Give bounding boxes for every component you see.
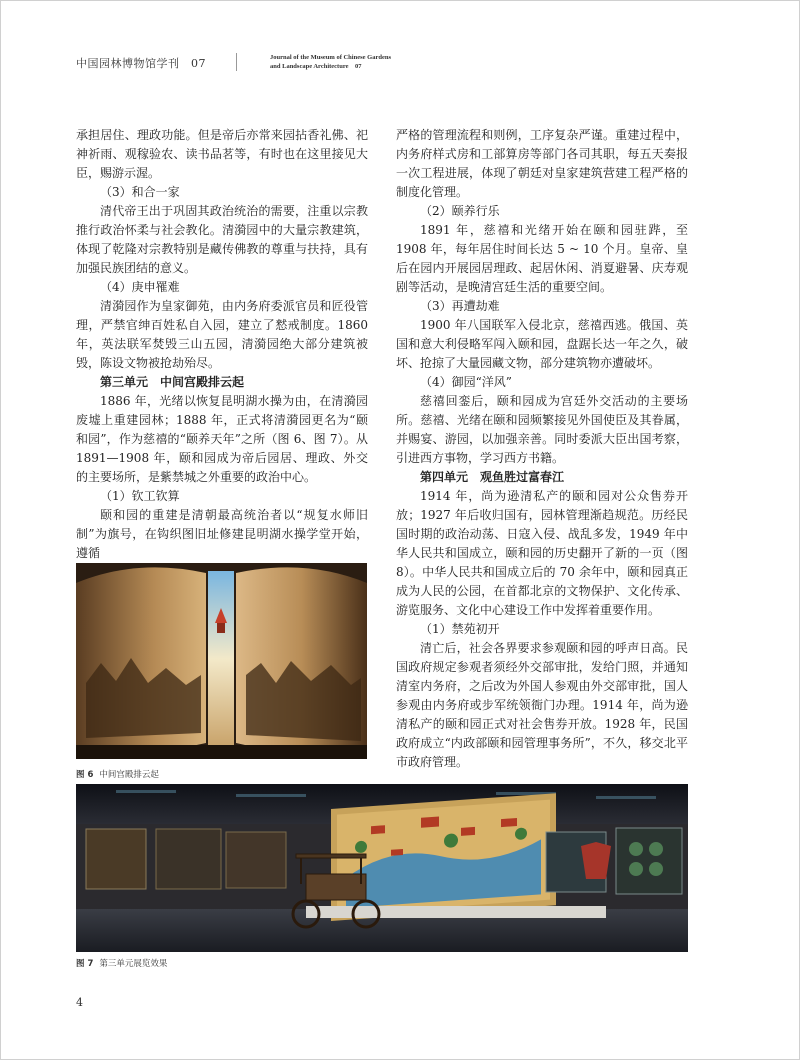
paragraph: 1900 年八国联军入侵北京，慈禧西逃。俄国、英国和意大利侵略军闯入颐和园，盘踞长达一年之久，破坏、抢掠了大量园藏文物，部分建筑物亦遭破坏。 bbox=[396, 318, 688, 370]
subsection-heading: （2）颐养行乐 bbox=[420, 204, 500, 218]
subsection-heading: （3）和合一家 bbox=[100, 185, 180, 199]
paragraph: 清亡后，社会各界要求参观颐和园的呼声日高。民国政府规定参观者须经外交部审批，发给门照，并通知清室内务府，之后改为外国人参观由外交部审批，国人参观由内务府或步军统领衙门办理。1914 年，尚为逊清私产的颐和园正式对社会售券开放。1928 年，民国政府成立“内政部颐和园管理事务所”，不久，移交北平市政府管理。 bbox=[396, 641, 688, 769]
figure-6-caption bbox=[76, 768, 159, 780]
paragraph: 1914 年，尚为逊清私产的颐和园对公众售券开放；1927 年后收归国有，园林管理渐趋规范。历经民国时期的政治动荡、日寇入侵、战乱多发，1949 年中华人民共和国成立，颐和园的历史翻开了新的一页（图 8）。中华人民共和国成立后的 70 余年中，颐和园真正成为人民的公园，在首都北京的文物保护、文化传承、游览服务、文化中心建设工作中发挥着重要作用。 bbox=[396, 489, 688, 617]
figure-7-title: 第三单元展览效果 bbox=[99, 959, 168, 969]
figure-6-label: 图 6 bbox=[76, 770, 94, 780]
journal-title-en bbox=[270, 53, 391, 71]
figure-6-title: 中间宫殿排云起 bbox=[99, 770, 159, 780]
paragraph: 承担居住、理政功能。但是帝后亦常来园拈香礼佛、祀神祈雨、观稼验农、读书品茗等，有时也在这里接见大臣，赐游示渥。 bbox=[76, 128, 368, 180]
journal-title-en-line2: and Landscape Architecture 07 bbox=[270, 63, 362, 70]
paragraph: 1891 年，慈禧和光绪开始在颐和园驻跸，至 1908 年，每年居住时间长达 5 ~ 10 个月。皇帝、皇后在园内开展园居理政、起居休闲、消夏避暑、庆寿观剧等活动，是晚清宫廷生活的重要空间。 bbox=[396, 223, 688, 294]
subsection-heading: （4）御园“洋风” bbox=[420, 375, 512, 389]
section-heading: 第四单元 观鱼胜过富春江 bbox=[420, 470, 565, 484]
paragraph: 清代帝王出于巩固其政治统治的需要，注重以宗教推行政治怀柔与社会教化。清漪园中的大量宗教建筑，体现了乾隆对宗教特别是藏传佛教的尊重与扶持，具有加强民族团结的意义。 bbox=[76, 204, 368, 275]
subsection-heading: （3）再遭劫难 bbox=[420, 299, 500, 313]
paragraph: 颐和园的重建是清朝最高统治者以“规复水师旧制”为旗号，在钩织图旧址修建昆明湖水操学堂开始，遵循 bbox=[76, 508, 368, 560]
right-column bbox=[396, 126, 688, 772]
section-heading: 第三单元 中间宫殿排云起 bbox=[100, 375, 245, 389]
left-column bbox=[76, 126, 368, 563]
paragraph: 严格的管理流程和则例，工序复杂严谨。重建过程中，内务府样式房和工部算房等部门各司其职，每五天奏报一次工程进展，体现了朝廷对皇家建筑营建工程严格的制度化管理。 bbox=[396, 128, 688, 199]
figure-7-photo bbox=[76, 784, 688, 952]
figure-6-photo bbox=[76, 563, 367, 759]
page-number: 4 bbox=[76, 996, 83, 1009]
subsection-heading: （1）钦工钦算 bbox=[100, 489, 180, 503]
subsection-heading: （4）庚申罹难 bbox=[100, 280, 180, 294]
subsection-heading: （1）禁苑初开 bbox=[420, 622, 500, 636]
journal-title: 中国园林博物馆学刊 07 bbox=[76, 57, 206, 70]
paragraph: 慈禧回銮后，颐和园成为宫廷外交活动的主要场所。慈禧、光绪在颐和园频繁接见外国使臣及其眷属，并赐宴、游园，以加强亲善。同时委派大臣出国考察，引进西方事物，学习西方书籍。 bbox=[396, 394, 688, 465]
figure-7-caption bbox=[76, 957, 167, 969]
paragraph: 清漪园作为皇家御苑，由内务府委派官员和匠役管理，严禁官绅百姓私自入园，建立了慭戒制度。1860 年，英法联军焚毁三山五园，清漪园绝大部分建筑被毁，陈设文物被抢劫殆尽。 bbox=[76, 299, 368, 370]
figure-7-label: 图 7 bbox=[76, 959, 94, 969]
header-divider bbox=[236, 53, 237, 71]
journal-title-en-line1: Journal of the Museum of Chinese Gardens bbox=[270, 54, 391, 61]
paragraph: 1886 年，光绪以恢复昆明湖水操为由，在清漪园废墟上重建园林；1888 年，正式将清漪园更名为“颐和园”，作为慈禧的“颐养天年”之所（图 6、图 7）。从 1891—1908 年，颐和园成为帝后园居、理政、外交的主要场所，是紫禁城之外重要的政治中心。 bbox=[76, 394, 368, 484]
